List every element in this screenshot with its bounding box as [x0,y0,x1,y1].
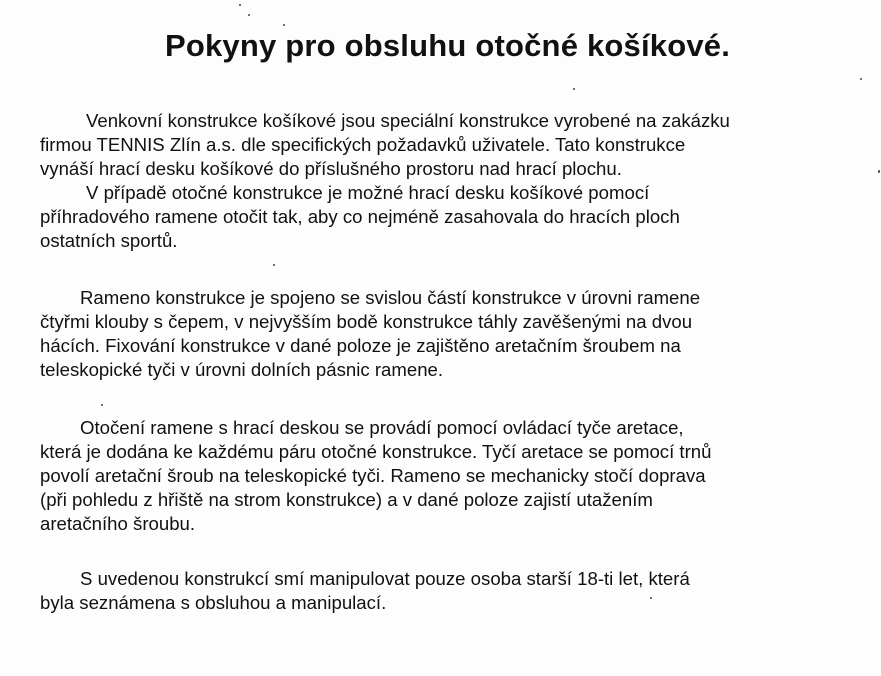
paragraph-2-line-1: Rameno konstrukce je spojeno se svislou částí konstrukce v úrovni ramene [80,287,701,308]
scan-speck [248,14,250,16]
paragraph-3-line-4: (při pohledu z hřiště na strom konstrukce) a v dané poloze zajistí utažením [40,489,653,510]
paragraph-2-line-2: čtyřmi klouby s čepem, v nejvyšším bodě konstrukce táhly zavěšenými na dvou [40,311,693,332]
paragraph-4-line-2: byla seznámena s obsluhou a manipulací. [40,592,387,613]
paragraph-1-line-5: příhradového ramene otočit tak, aby co nejméně zasahovala do hracích ploch [40,206,680,227]
paragraph-1-line-1: Venkovní konstrukce košíkové jsou speciální konstrukce vyrobené na zakázku [86,110,730,131]
scan-speck [273,264,275,266]
paragraph-1-line-4: V případě otočné konstrukce je možné hrací desku košíkové pomocí [86,182,650,203]
paragraph-4-line-1: S uvedenou konstrukcí smí manipulovat pouze osoba starší 18-ti let, která [80,568,690,589]
paragraph-3-line-2: která je dodána ke každému páru otočné konstrukce. Tyčí aretace se pomocí trnů [40,441,712,462]
paragraph-1-line-2: firmou TENNIS Zlín a.s. dle specifických požadavků uživatele. Tato konstrukce [40,134,686,155]
paragraph-2-line-3: hácích. Fixování konstrukce v dané poloze je zajištěno aretačním šroubem na [40,335,681,356]
paragraph-3-line-3: povolí aretační šroub na teleskopické tyči. Rameno se mechanicky stočí doprava [40,465,706,486]
page-title: Pokyny pro obsluhu otočné košíkové. [164,28,731,63]
scan-speck [650,597,652,599]
paragraph-1-line-6: ostatních sportů. [40,230,178,251]
scan-speck [573,88,575,90]
scan-speck [878,170,880,173]
scan-speck [101,404,103,406]
paragraph-3-line-5: aretačního šroubu. [40,513,196,534]
paragraph-2-line-4: teleskopické tyči v úrovni dolních pásnic ramene. [40,359,444,380]
paragraph-1-line-3: vynáší hrací desku košíkové do příslušného prostoru nad hrací plochu. [40,158,622,179]
scan-speck [283,24,285,26]
scan-speck [860,78,862,80]
scan-speck [239,4,241,6]
paragraph-3-line-1: Otočení ramene s hrací deskou se provádí pomocí ovládací tyče aretace, [80,417,684,438]
